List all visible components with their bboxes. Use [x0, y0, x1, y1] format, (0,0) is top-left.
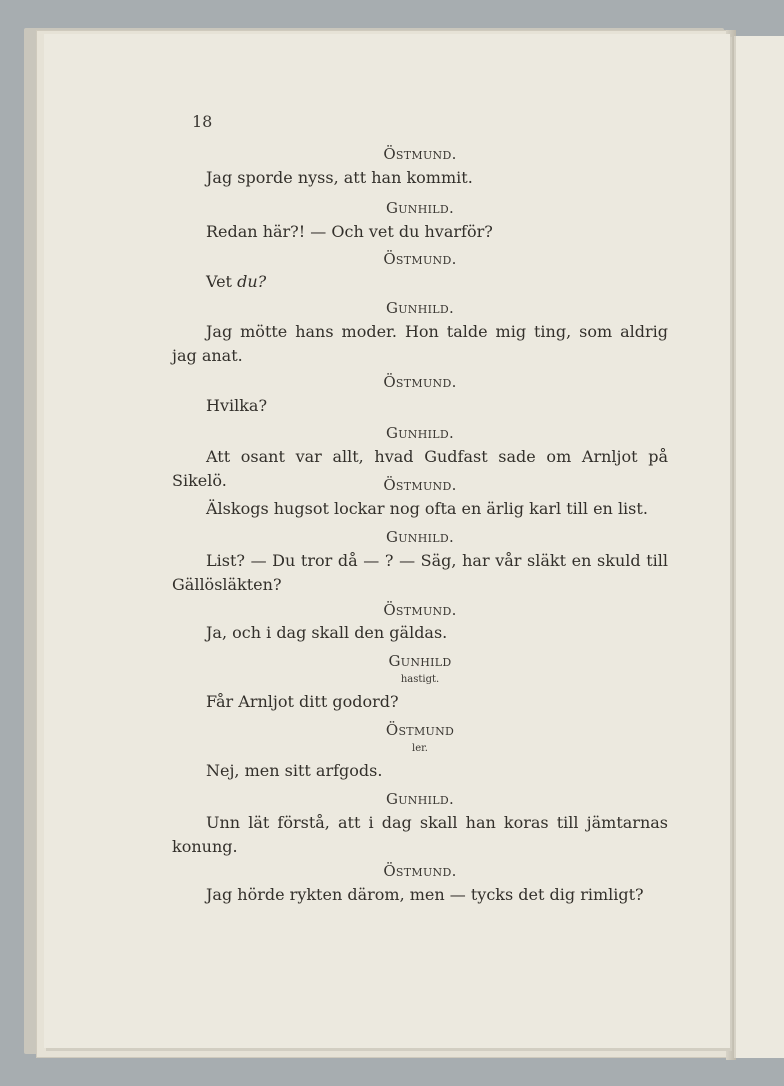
speaker-name	[172, 373, 668, 391]
facing-page	[734, 36, 784, 1058]
dialogue-line	[172, 270, 668, 294]
speaker-label: Gunhild.	[385, 424, 455, 442]
dialogue-line: Får Arnljot ditt godord?	[206, 692, 399, 711]
dialogue-emphasis: du?	[237, 272, 267, 291]
dialogue-text: Vet	[206, 272, 238, 291]
page-number: 18	[192, 112, 213, 131]
speaker-name	[172, 424, 668, 442]
speaker-name	[172, 528, 668, 546]
dialogue-line: List? — Du tror då — ? — Säg, har vår släkt en skuld till Gällösläkten?	[172, 551, 668, 594]
speaker-label: Östmund.	[383, 476, 457, 494]
speaker-label: Gunhild.	[385, 199, 455, 217]
speaker-label: Östmund.	[383, 145, 457, 163]
speaker-name	[172, 601, 668, 619]
dialogue-line: Jag hörde rykten därom, men — tycks det dig rimligt?	[206, 885, 644, 904]
dialogue-line: Unn lät förstå, att i dag skall han koras till jämtarnas konung.	[172, 813, 668, 856]
speaker-label: Gunhild	[388, 652, 452, 670]
dialogue-line: Nej, men sitt arfgods.	[206, 761, 383, 780]
speaker-name	[172, 299, 668, 317]
dialogue-line: Ja, och i dag skall den gäldas.	[206, 623, 448, 642]
speaker-name	[172, 790, 668, 808]
speaker-label: Gunhild.	[385, 528, 455, 546]
dialogue-line: Jag mötte hans moder. Hon talde mig ting, som aldrig jag anat.	[172, 322, 668, 365]
speaker-name	[172, 199, 668, 217]
dialogue-line: Älskogs hugsot lockar nog ofta en ärlig karl till en list.	[206, 499, 648, 518]
dialogue-line: Att osant var allt, hvad Gudfast sade om Arnljot på Sikelö.	[172, 447, 668, 490]
dialogue-line: Jag sporde nyss, att han kommit.	[206, 168, 473, 187]
speaker-name	[172, 862, 668, 880]
speaker-label: Östmund.	[383, 373, 457, 391]
speaker-name	[172, 721, 668, 739]
speaker-label: Östmund.	[383, 862, 457, 880]
speaker-name	[172, 476, 668, 494]
stage-direction: hastigt.	[400, 674, 440, 685]
speaker-label: Östmund.	[383, 601, 457, 619]
speaker-label: Östmund.	[383, 250, 457, 268]
speaker-name	[172, 652, 668, 670]
dialogue-line: Redan här?! — Och vet du hvarför?	[206, 222, 493, 241]
speaker-label: Gunhild.	[385, 790, 455, 808]
speaker-name	[172, 145, 668, 163]
speaker-label: Östmund	[385, 721, 455, 739]
stage-direction: ler.	[412, 743, 428, 754]
dialogue-line: Hvilka?	[206, 396, 268, 415]
speaker-label: Gunhild.	[385, 299, 455, 317]
speaker-name	[172, 250, 668, 268]
